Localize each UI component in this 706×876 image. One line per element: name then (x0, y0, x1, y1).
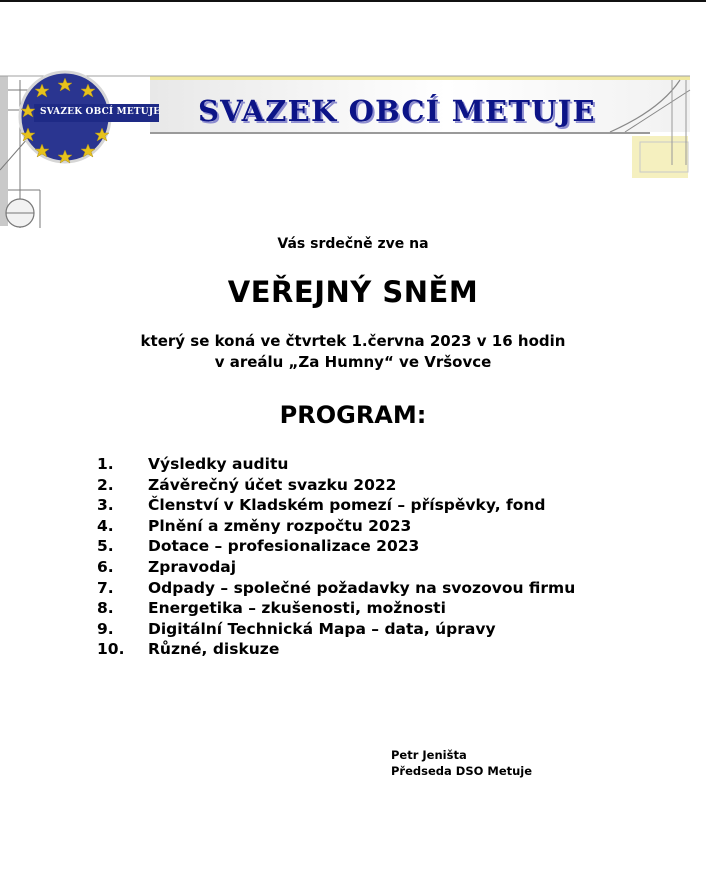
agenda-item (97, 620, 575, 641)
agenda-item (97, 537, 575, 558)
signature-role: Předseda DSO Metuje (391, 764, 533, 778)
agenda-item-text: Závěrečný účet svazku 2022 (148, 475, 397, 494)
agenda-item (97, 476, 575, 497)
agenda-item-number: 2. (97, 475, 114, 494)
agenda-item-number: 6. (97, 557, 114, 576)
agenda-item-number: 3. (97, 496, 114, 515)
agenda-item-text: Odpady – společné požadavky na svozovou firmu (148, 578, 576, 597)
invitation-intro: Vás srdečně zve na (277, 236, 429, 252)
agenda-item (97, 517, 575, 538)
agenda-item-number: 4. (97, 516, 114, 535)
org-title: SVAZEK OBCÍ METUJE (198, 94, 596, 128)
agenda-item-text: Výsledky auditu (148, 455, 289, 473)
agenda-item-number: 10. (97, 640, 125, 659)
agenda-item-number: 9. (97, 619, 114, 638)
top-rule (0, 0, 706, 2)
event-details-line-1: který se koná ve čtvrtek 1.června 2023 v 16 hodin (140, 332, 566, 350)
agenda-item (97, 579, 575, 600)
event-details-line-2: v areálu „Za Humny“ ve Vršovce (214, 353, 492, 371)
agenda-item-number: 5. (97, 537, 114, 556)
agenda-item-text: Různé, diskuze (148, 640, 280, 659)
event-title: VEŘEJNÝ SNĚM (227, 275, 479, 309)
event-details (0, 331, 706, 373)
signature-block (391, 747, 532, 779)
agenda-item-number: 8. (97, 599, 114, 618)
agenda-item-text: Dotace – profesionalizace 2023 (148, 537, 420, 556)
agenda-list (97, 455, 575, 661)
agenda-item-text: Digitální Technická Mapa – data, úpravy (148, 619, 496, 638)
agenda-item (97, 640, 575, 661)
program-heading: PROGRAM: (279, 401, 427, 429)
agenda-item-text: Zpravodaj (148, 557, 237, 576)
signature-name: Petr Jeništa (391, 748, 467, 762)
agenda-item-text: Energetika – zkušenosti, možnosti (148, 599, 446, 618)
agenda-item-number: 7. (97, 578, 114, 597)
logo-text: SVAZEK OBCÍ METUJE (40, 107, 161, 117)
agenda-item (97, 599, 575, 620)
agenda-item (97, 455, 575, 476)
agenda-item (97, 558, 575, 579)
agenda-item-text: Plnění a změny rozpočtu 2023 (148, 516, 412, 535)
agenda-item-text: Členství v Kladském pomezí – příspěvky, fond (148, 496, 546, 515)
agenda-item (97, 496, 575, 517)
agenda-item-number: 1. (97, 455, 114, 473)
